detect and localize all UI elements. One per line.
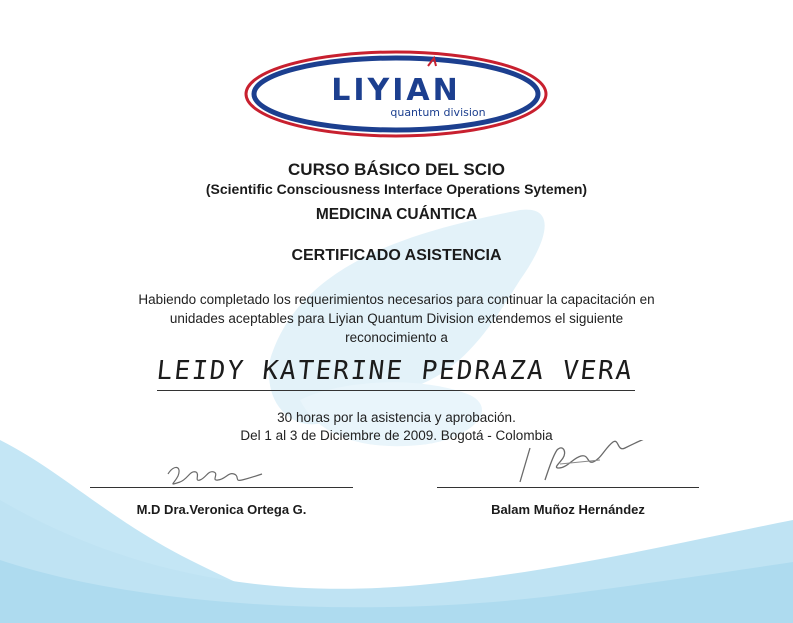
left-signature-line xyxy=(90,487,353,488)
left-signature xyxy=(160,452,270,488)
body-line-1: Habiendo completado los requerimientos necesarios para continuar la capacitación en xyxy=(138,292,655,307)
hours-text: 30 horas por la asistencia y aprobación. xyxy=(277,410,516,425)
body-line-2: unidades aceptables para Liyian Quantum Division extendemos el siguiente xyxy=(169,311,624,326)
course-title: CURSO BÁSICO DEL SCIO xyxy=(288,160,505,179)
logo-brand: LIYIAN xyxy=(331,73,461,108)
course-subtitle: (Scientific Consciousness Interface Operations Sytemen) xyxy=(205,181,588,197)
certificate-type: CERTIFICADO ASISTENCIA xyxy=(291,247,502,264)
right-signature xyxy=(490,440,680,486)
body-line-3: reconocimiento a xyxy=(345,330,448,345)
dates-text: Del 1 al 3 de Diciembre de 2009. Bogotá - Colombia xyxy=(240,428,553,443)
right-signer-name: Balam Muñoz Hernández xyxy=(491,502,645,517)
right-signature-line xyxy=(437,487,699,488)
liyian-logo xyxy=(238,38,554,146)
left-signer-name: M.D Dra.Veronica Ortega G. xyxy=(136,502,307,517)
specialty-title: MEDICINA CUÁNTICA xyxy=(315,206,478,223)
recipient-name: LEIDY KATERINE PEDRAZA VERA xyxy=(155,356,635,386)
logo-tagline: quantum division xyxy=(390,106,486,119)
recipient-underline xyxy=(157,390,635,391)
